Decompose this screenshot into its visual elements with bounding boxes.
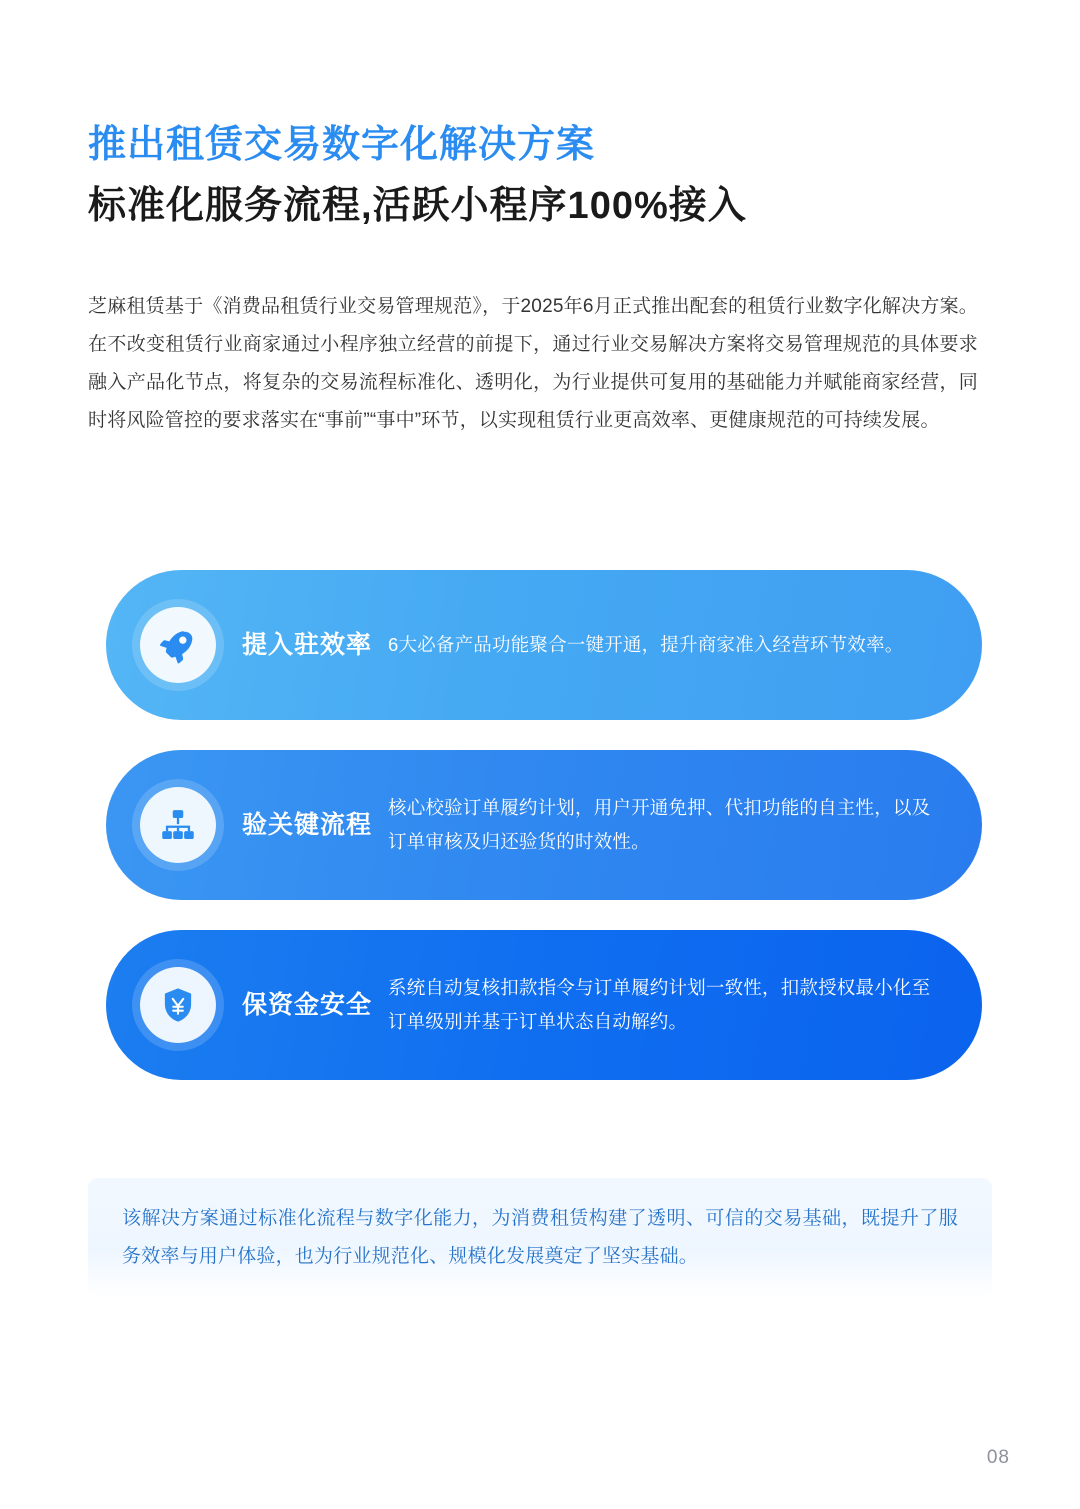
- page-title: [88, 120, 988, 233]
- feature-card: [106, 930, 982, 1080]
- feature-card-title: 提入驻效率: [242, 630, 373, 659]
- sitemap-icon: [140, 787, 216, 863]
- feature-card-title: 验关键流程: [242, 810, 373, 839]
- feature-card-title: 保资金安全: [242, 990, 373, 1019]
- title-line-2: 标准化服务流程,活跃小程序100%接入: [88, 185, 747, 228]
- feature-card-list: [106, 570, 982, 1110]
- title-line-1: 推出租赁交易数字化解决方案: [88, 124, 596, 166]
- feature-card: [106, 750, 982, 900]
- page-number: 08: [986, 1447, 1010, 1468]
- feature-card-desc: 核心校验订单履约计划，用户开通免押、代扣功能的自主性，以及订单审核及归还验货的时效性。: [388, 796, 931, 852]
- feature-card-desc: 6大必备产品功能聚合一键开通，提升商家准入经营环节效率。: [388, 633, 904, 655]
- rocket-icon: [140, 607, 216, 683]
- intro-paragraph: 芝麻租赁基于《消费品租赁行业交易管理规范》，于2025年6月正式推出配套的租赁行业数字化解决方案。在不改变租赁行业商家通过小程序独立经营的前提下，通过行业交易解决方案将交易管理规范的具体要求融入产品化节点，将复杂的交易流程标准化、透明化，为行业提供可复用的基础能力并赋能商家经营，同时将风险管控的要求落实在“事前”“事中”环节，以实现租赁行业更高效率、更健康规范的可持续发展。: [88, 296, 978, 431]
- summary-callout: 该解决方案通过标准化流程与数字化能力，为消费租赁构建了透明、可信的交易基础，既提升了服务效率与用户体验，也为行业规范化、规模化发展奠定了坚实基础。: [88, 1178, 992, 1298]
- feature-card-desc: 系统自动复核扣款指令与订单履约计划一致性，扣款授权最小化至订单级别并基于订单状态自动解约。: [388, 976, 931, 1032]
- shield-yuan-icon: [140, 967, 216, 1043]
- feature-card: [106, 570, 982, 720]
